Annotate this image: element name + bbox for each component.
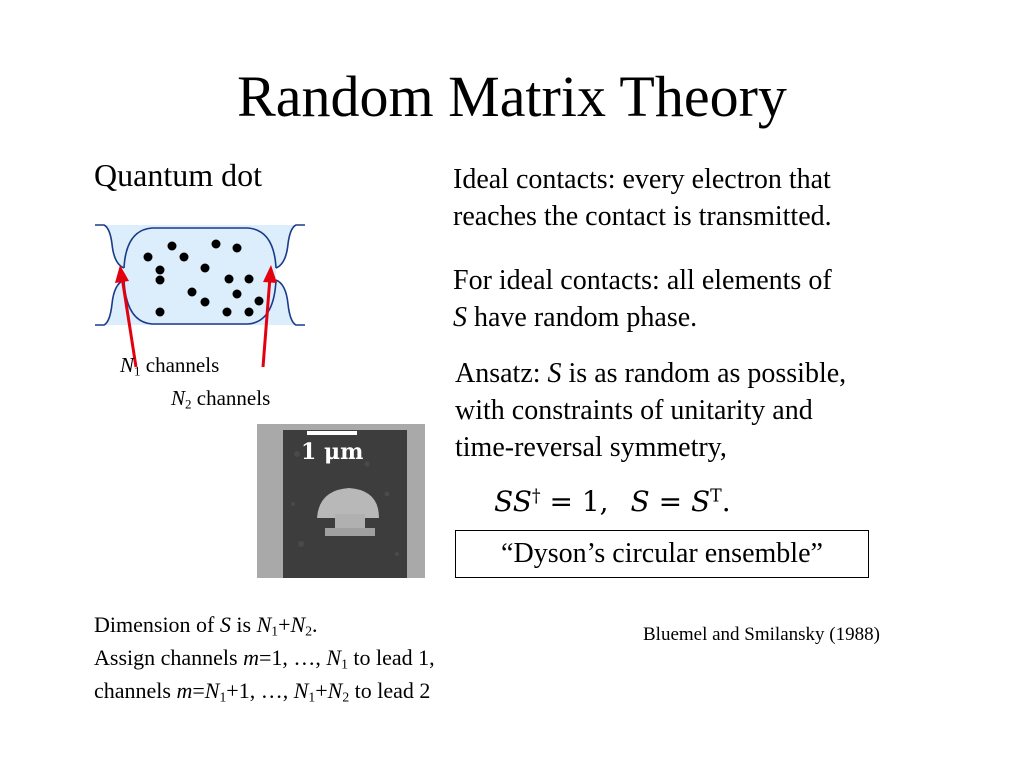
n1-channels-label: $N_1$ channels bbox=[120, 353, 220, 379]
scale-bar-label: 1 μm bbox=[301, 439, 364, 465]
ideal-contacts-text: Ideal contacts: every electron that reaches the contact is transmitted. bbox=[453, 164, 832, 232]
dyson-ensemble-box: “Dyson’s circular ensemble” bbox=[455, 530, 869, 578]
quantum-dot-micrograph bbox=[257, 424, 425, 578]
dimension-text: Dimension of S is $N_1+N_2$. Assign channels m=1, …, $N_1$ to lead 1, channels $m=N_1+1$, …, $N_1+N_2$ to lead 2 bbox=[94, 612, 435, 705]
arrow-n2-head bbox=[263, 265, 277, 283]
quantum-dot-label: Quantum dot bbox=[94, 157, 262, 193]
scale-bar bbox=[307, 431, 357, 435]
slide-title: Random Matrix Theory bbox=[237, 64, 787, 129]
citation: Bluemel and Smilansky (1988) bbox=[643, 624, 880, 645]
n2-channels-label: $N_2$ channels bbox=[171, 386, 271, 412]
arrow-n1-head bbox=[115, 265, 129, 283]
random-phase-text: For ideal contacts: all elements of S have random phase. bbox=[453, 265, 832, 333]
ansatz-text: Ansatz: S is as random as possible, with constraints of unitarity and time-reversal symmetry, bbox=[455, 358, 847, 463]
unitarity-equation: SS† = 1, $S = S^T$. bbox=[494, 485, 731, 518]
arrow-n2-line bbox=[263, 277, 270, 367]
